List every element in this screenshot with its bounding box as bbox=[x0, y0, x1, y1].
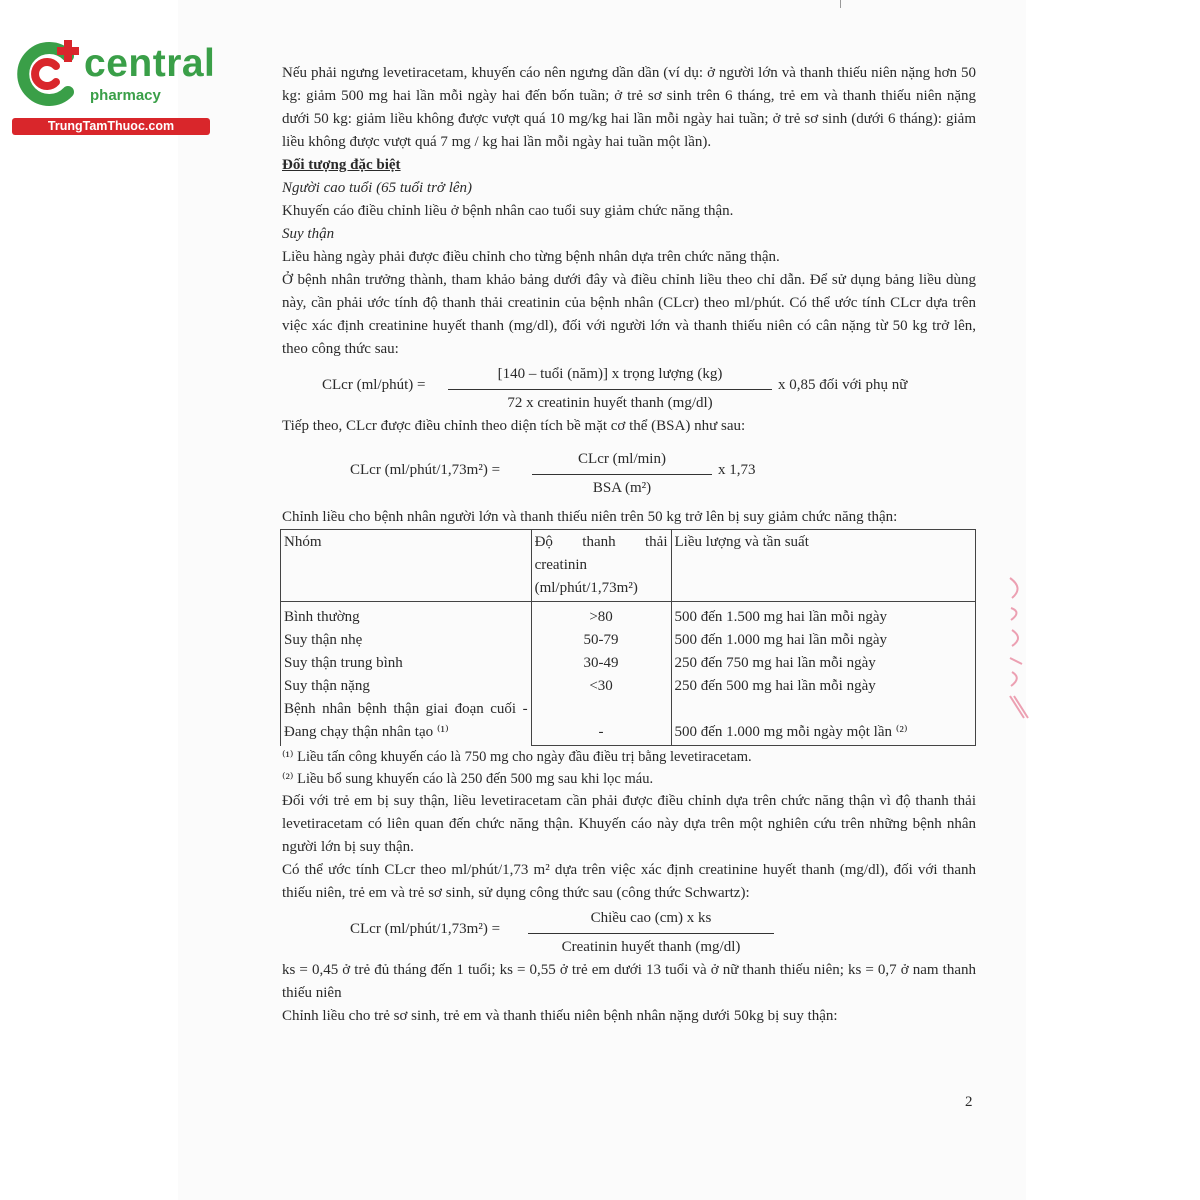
formula-clcr-bsa bbox=[282, 444, 976, 494]
formula-3-lhs: CLcr (ml/phút/1,73m²) = bbox=[350, 921, 501, 937]
subheading-renal: Suy thận bbox=[282, 226, 335, 242]
formula-3-denominator: Creatinin huyết thanh (mg/dl) bbox=[561, 939, 741, 955]
formula-2-lhs: CLcr (ml/phút/1,73m²) = bbox=[350, 462, 501, 478]
table-cell-clearance: <30 bbox=[589, 678, 613, 694]
paragraph-child-1: Đối với trẻ em bị suy thận, liều levetiracetam cần phải được điều chỉnh dựa trên chức năng thận vì độ thanh thải levetiracetam có liên quan đến chức năng thận. Khuyến cáo này dựa trên một nghiên cứu trên những bệnh nhân người lớn bị suy thận. bbox=[282, 793, 976, 855]
table-cell-clearance: - bbox=[598, 724, 604, 740]
table-header-dose: Liều lượng và tần suất bbox=[671, 530, 975, 602]
logo-sub-text: pharmacy bbox=[90, 87, 161, 104]
heading-special-populations: Đối tượng đặc biệt bbox=[282, 157, 401, 173]
paragraph-last: Chỉnh liều cho trẻ sơ sinh, trẻ em và thanh thiếu niên bệnh nhân nặng dưới 50kg bị suy thận: bbox=[282, 1008, 838, 1024]
table-cell-dose: 500 đến 1.500 mg hai lần mỗi ngày bbox=[674, 609, 887, 625]
table-header-row bbox=[281, 530, 976, 602]
table-cell-clearance: >80 bbox=[589, 609, 613, 625]
formula-1-fraction bbox=[448, 363, 772, 415]
stamp-icon bbox=[1002, 568, 1032, 728]
table-cell-dose: 500 đến 1.000 mg hai lần mỗi ngày bbox=[674, 632, 887, 648]
table-cell-group: Bệnh nhân bệnh thận giai đoạn cuối - Đang chạy thận nhân tạo ⁽¹⁾ bbox=[284, 701, 528, 740]
formula-2-fraction bbox=[532, 448, 712, 500]
formula-2-rhs: x 1,73 bbox=[718, 462, 756, 478]
scan-mark bbox=[840, 0, 841, 8]
logo-c-icon bbox=[10, 36, 90, 116]
table-header-clearance: Độ thanh thải creatinin (ml/phút/1,73m²) bbox=[531, 530, 671, 602]
table-cell-group: Suy thận trung bình bbox=[284, 655, 403, 671]
stamp-mark bbox=[1002, 568, 1032, 728]
formula-clcr-adult bbox=[282, 363, 976, 409]
formula-schwartz bbox=[282, 907, 976, 953]
formula-1-rhs: x 0,85 đối với phụ nữ bbox=[778, 377, 908, 393]
table-cell-doses bbox=[671, 602, 975, 746]
table-cell-groups bbox=[281, 602, 532, 746]
renal-dose-table bbox=[280, 529, 976, 746]
paragraph-bsa: Tiếp theo, CLcr được điều chỉnh theo diện tích bề mặt cơ thể (BSA) như sau: bbox=[282, 418, 746, 434]
formula-1-denominator: 72 x creatinin huyết thanh (mg/dl) bbox=[507, 395, 713, 411]
table-cell-clearances bbox=[531, 602, 671, 746]
logo-brand-text: central bbox=[84, 42, 216, 85]
formula-1-numerator: [140 – tuổi (năm)] x trọng lượng (kg) bbox=[448, 363, 772, 390]
formula-3-fraction bbox=[528, 907, 774, 959]
paragraph-stop: Nếu phải ngưng levetiracetam, khuyến cáo nên ngưng dần dần (ví dụ: ở người lớn và thanh thiếu niên nặng hơn 50 kg: giảm 500 mg hai lần mỗi ngày hai đến bốn tuần; ở trẻ sơ sinh trên 6 tháng, trẻ em và thanh thiếu niên nặng dưới 50 kg: giảm liều không được vượt quá 10 mg/kg hai lần mỗi ngày hai tuần; ở trẻ sơ sinh (dưới 6 tháng): giảm liều không được vượt quá 7 mg / kg hai lần mỗi ngày hai tuần một lần). bbox=[282, 65, 976, 150]
table-cell-dose: 250 đến 500 mg hai lần mỗi ngày bbox=[674, 678, 876, 694]
paragraph-ks: ks = 0,45 ở trẻ đủ tháng đến 1 tuổi; ks = 0,55 ở trẻ em dưới 13 tuổi và ở nữ thanh thiếu niên; ks = 0,7 ở nam thanh thiếu niên bbox=[282, 962, 976, 1001]
table-cell-dose: 250 đến 750 mg hai lần mỗi ngày bbox=[674, 655, 876, 671]
logo-site-banner: TrungTamThuoc.com bbox=[12, 118, 210, 135]
subheading-elderly: Người cao tuổi (65 tuổi trở lên) bbox=[282, 180, 473, 196]
formula-1-lhs: CLcr (ml/phút) = bbox=[322, 377, 426, 393]
paragraph-renal-2: Ở bệnh nhân trưởng thành, tham khảo bảng dưới đây và điều chỉnh liều theo chỉ dẫn. Để sử dụng bảng liều dùng này, cần phải ước tính độ thanh thải creatinin của bệnh nhân (CLcr) theo ml/phút. Có thể ước tính CLcr dựa trên việc xác định creatinine huyết thanh (mg/dl), đối với người lớn và thanh thiếu niên có cân nặng từ 50 kg trở lên, theo công thức sau: bbox=[282, 272, 976, 357]
table-row bbox=[281, 602, 976, 746]
paragraph-table-intro: Chỉnh liều cho bệnh nhân người lớn và thanh thiếu niên trên 50 kg trở lên bị suy giảm chức năng thận: bbox=[282, 509, 898, 525]
table-cell-group: Bình thường bbox=[284, 609, 360, 625]
formula-2-numerator: CLcr (ml/min) bbox=[532, 448, 712, 475]
paragraph-child-2: Có thể ước tính CLcr theo ml/phút/1,73 m² dựa trên việc xác định creatinine huyết thanh (mg/dl), đối với thanh thiếu niên, trẻ em và trẻ sơ sinh, sử dụng công thức sau (công thức Schwartz): bbox=[282, 862, 976, 901]
footnote-1: ⁽¹⁾ Liều tấn công khuyến cáo là 750 mg cho ngày đầu điều trị bằng levetiracetam. bbox=[282, 749, 752, 765]
page-number: 2 bbox=[965, 1094, 973, 1110]
formula-3-numerator: Chiều cao (cm) x ks bbox=[528, 907, 774, 934]
footnote-2: ⁽²⁾ Liều bổ sung khuyến cáo là 250 đến 500 mg sau khi lọc máu. bbox=[282, 771, 654, 787]
table-cell-group: Suy thận nặng bbox=[284, 678, 370, 694]
table-cell-clearance: 50-79 bbox=[583, 632, 619, 648]
table-cell-dose: 500 đến 1.000 mg mỗi ngày một lần ⁽²⁾ bbox=[674, 724, 908, 740]
table-cell-group: Suy thận nhẹ bbox=[284, 632, 363, 648]
table-cell-clearance: 30-49 bbox=[583, 655, 619, 671]
paragraph-elderly: Khuyến cáo điều chỉnh liều ở bệnh nhân cao tuổi suy giảm chức năng thận. bbox=[282, 203, 734, 219]
paragraph-renal-1: Liều hàng ngày phải được điều chỉnh cho từng bệnh nhân dựa trên chức năng thận. bbox=[282, 249, 780, 265]
formula-2-denominator: BSA (m²) bbox=[592, 480, 652, 496]
document-content bbox=[282, 62, 976, 1028]
table-header-group: Nhóm bbox=[281, 530, 532, 602]
